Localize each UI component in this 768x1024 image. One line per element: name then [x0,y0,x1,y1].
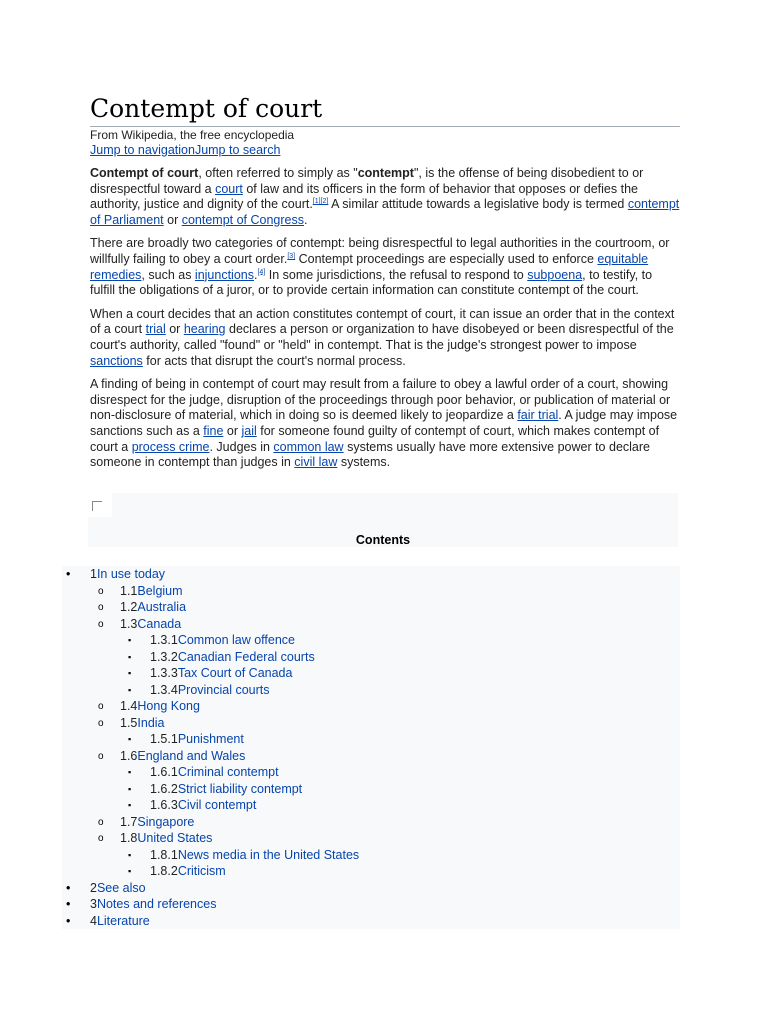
toc-toggle[interactable] [86,493,112,517]
toc-link[interactable]: Canadian Federal courts [177,649,315,664]
link-contempt-of-parliament[interactable]: contempt of Parliament [90,197,680,227]
toc-link[interactable]: Singapore [137,814,195,829]
text: , to testify, to fulfill the obligations of a juror, or to provide certain information can constitute contempt of the court. [90,267,653,298]
toc-link[interactable]: Civil contempt [177,798,257,812]
toc-item[interactable]: ▪ 1.3.1Common law offence [62,632,680,649]
toc-link[interactable]: Literature [96,913,150,928]
toc-item[interactable]: o 1.7Singapore [62,814,680,831]
paragraph-2 [90,236,680,298]
toc-item[interactable]: ▪ 1.3.3Tax Court of Canada [62,665,680,682]
paragraph-3 [90,307,680,369]
link-fair-trial[interactable]: fair trial [517,408,559,423]
text: , such as [141,267,195,282]
toc-item[interactable]: ▪ 1.8.2Criticism [62,863,680,880]
text: for acts that disrupt the court's normal process. [142,353,406,368]
jump-links [90,143,280,157]
toc-link[interactable]: See also [96,880,146,895]
toc-item[interactable]: ▪ 1.3.4Provincial courts [62,682,680,699]
table-of-contents [62,566,680,929]
link-hearing[interactable]: hearing [183,322,226,337]
link-civil-law[interactable]: civil law [294,455,338,470]
toc-item[interactable]: o 1.2Australia [62,599,680,616]
toc-link[interactable]: Hong Kong [137,699,200,713]
link-equitable-remedies[interactable]: equitable remedies [90,251,649,282]
link-injunctions[interactable]: injunctions [194,267,254,282]
toc-item[interactable]: o 1.5India [62,715,680,732]
toc-item[interactable]: • 1In use today [62,566,680,583]
toc-link[interactable]: Canada [137,616,182,631]
page-title: Contempt of court [90,94,680,127]
ref-3[interactable]: [3] [287,252,296,260]
tagline: From Wikipedia, the free encyclopedia [90,128,295,142]
toc-item[interactable]: ▪ 1.6.2Strict liability contempt [62,781,680,798]
toc-item[interactable]: o 1.6England and Wales [62,748,680,765]
toc-link[interactable]: Criticism [177,864,226,878]
text: , often referred to simply as " [198,166,358,180]
link-trial[interactable]: trial [145,322,166,337]
text: A similar attitude towards a legislative body is termed [328,197,628,212]
toc-header [88,493,678,547]
toc-link[interactable]: Notes and references [96,897,217,911]
link-common-law[interactable]: common law [273,439,344,454]
link-fine[interactable]: fine [203,423,224,438]
toc-link[interactable]: India [137,715,165,730]
toc-item[interactable]: • 2See also [62,880,680,897]
text: . [254,267,258,282]
link-subpoena[interactable]: subpoena [527,267,583,282]
toc-item[interactable]: o 1.1Belgium [62,583,680,600]
text: . [304,212,308,227]
text: systems usually have more extensive power to declare someone in contempt than judges in [90,439,650,470]
toc-item[interactable]: o 1.3Canada [62,616,680,633]
text: for someone found guilty of contempt of court, which makes contempt of court a [90,423,660,454]
toc-item[interactable]: ▪ 1.6.3Civil contempt [62,797,680,814]
toc-item[interactable]: • 4Literature [62,913,680,930]
toc-link[interactable]: Tax Court of Canada [177,666,293,680]
toc-link[interactable]: Strict liability contempt [177,781,303,796]
toc-item[interactable]: ▪ 1.5.1Punishment [62,731,680,748]
text: declares a person or organization to have disobeyed or been disrespectful of the court's authority, called "found" or "held" in contempt. That is the judge's strongest power to impose [90,322,674,352]
text: . A judge may impose sanctions such as a [90,408,678,438]
toc-link[interactable]: Belgium [137,583,183,598]
link-jail[interactable]: jail [241,423,257,438]
text: In some jurisdictions, the refusal to respond to [265,267,528,282]
toc-link[interactable]: News media in the United States [177,847,360,862]
link-contempt-of-congress[interactable]: contempt of Congress [181,212,305,227]
text: of law and its officers in the form of behavior that opposes or defies the authority, justice and dignity of the court. [90,181,638,212]
toc-title: Contents [355,533,411,547]
toc-item[interactable]: o 1.4Hong Kong [62,698,680,715]
link-sanctions[interactable]: sanctions [90,353,143,368]
text: or [163,212,182,227]
text: systems. [337,455,391,470]
toc-link[interactable]: United States [137,831,213,845]
toc-link[interactable]: England and Wales [137,748,246,763]
ref-4[interactable]: [4] [257,268,266,276]
text: . Judges in [209,439,274,454]
link-court[interactable]: court [215,181,243,196]
text: Contempt proceedings are especially used to enforce [295,251,598,266]
paragraph-4 [90,377,680,471]
toc-link[interactable]: Provincial courts [177,682,270,697]
text: There are broadly two categories of contempt: being disrespectful to legal authorities in the courtroom, or willfully failing to obey a court order. [90,236,670,266]
toc-item[interactable]: ▪ 1.6.1Criminal contempt [62,764,680,781]
ref-1-2[interactable]: [1][2] [312,198,329,206]
link-process-crime[interactable]: process crime [131,439,210,454]
toc-item[interactable]: o 1.8United States [62,830,680,847]
text: or [223,423,242,438]
jump-to-navigation-link[interactable]: Jump to navigation [90,143,195,157]
jump-to-search-link[interactable]: Jump to search [194,143,281,157]
toc-link[interactable]: Criminal contempt [177,765,279,779]
text: When a court decides that an action constitutes contempt of court, it can issue an order that in the context of a court [90,306,675,337]
toc-link[interactable]: In use today [96,567,166,581]
toc-item[interactable]: ▪ 1.3.2Canadian Federal courts [62,649,680,666]
bold-term: contempt [357,166,414,180]
toc-item[interactable]: ▪ 1.8.1News media in the United States [62,847,680,864]
text: or [165,322,184,337]
article-body [90,166,680,479]
text: A finding of being in contempt of court may result from a failure to obey a lawful order of a court, showing disrespect for the judge, disruption of the proceedings through poor behavior, or publication of material or non-disclosure of material, which in doing so is deemed likely to jeopardize a [90,377,671,423]
toc-item[interactable]: • 3Notes and references [62,896,680,913]
text: ", is the offense of being disobedient to or disrespectful toward a [90,166,644,196]
checkbox-icon [92,501,102,511]
toc-link[interactable]: Punishment [177,732,244,746]
bold-term: Contempt of court [90,166,199,180]
paragraph-1 [90,166,680,228]
toc-link[interactable]: Australia [137,600,187,614]
toc-link[interactable]: Common law offence [177,633,295,647]
